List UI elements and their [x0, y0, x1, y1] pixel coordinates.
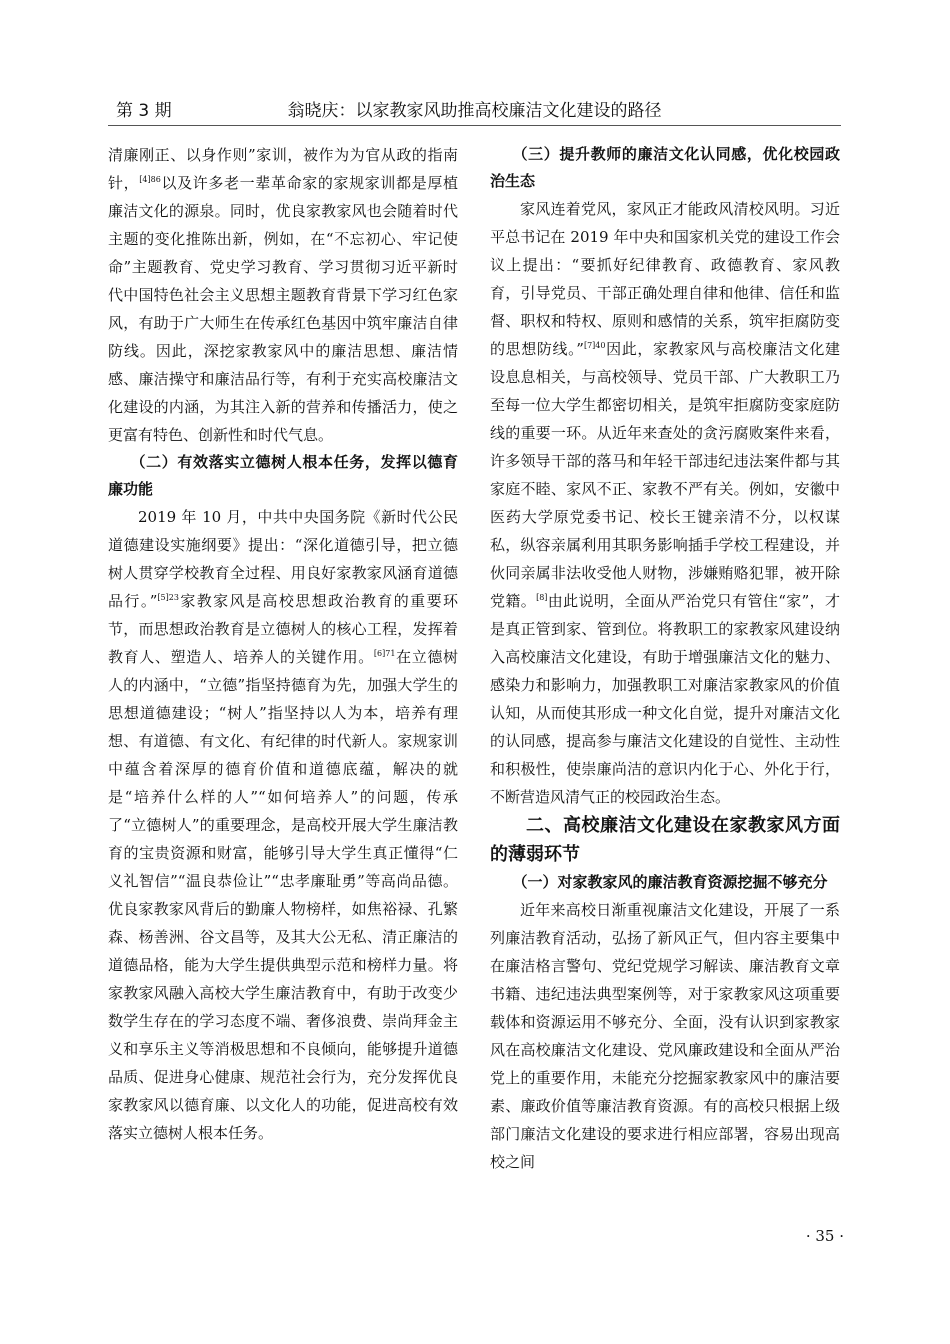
page-number: · 35 · — [805, 1227, 844, 1245]
citation-ref: [4]86 — [139, 175, 161, 184]
citation-ref: [6]71 — [373, 649, 396, 658]
citation-ref: [7]40 — [583, 341, 606, 350]
subsection-heading: （一）对家教家风的廉洁教育资源挖掘不够充分 — [512, 873, 828, 891]
paragraph: 清廉刚正、以身作则”家训，被作为为官从政的指南针，$^{[4]86}$以及许多老一辈革命家的家规家训都是厚植廉洁文化的源泉。同时，优良家教家风也会随着时代主题的变化推陈出新，例如，在“不忘初心、牢记使命”主题教育、党史学习教育、学习贯彻习近平新时代中国特色社会主义思想主题教育背景下学习红色家风，有助于广大师生在传承红色基因中筑牢廉洁自律防线。因此，深挖家教家风中的廉洁思想、廉洁情感、廉洁操守和廉洁品行等，有利于充实高校廉洁文化建设的内涵，为其注入新的营养和传播活力，使之更富有特色、创新性和时代气息。 — [108, 146, 458, 444]
issue-number: 第 3 期 — [116, 101, 172, 121]
right-column — [490, 141, 840, 1176]
citation-ref: [5]23 — [157, 593, 179, 602]
paragraph: 近年来高校日渐重视廉洁文化建设，开展了一系列廉洁教育活动，弘扬了新风正气，但内容主要集中在廉洁格言警句、党纪党规学习解读、廉洁教育文章书籍、违纪违法典型案例等，对于家教家风这项重要载体和资源运用不够充分、全面，没有认识到家教家风在高校廉洁文化建设、党风廉政建设和全面从严治党上的重要作用，未能充分挖掘家教家风中的廉洁要素、廉政价值等廉洁教育资源。有的高校只根据上级部门廉洁文化建设的要求进行相应部署，容易出现高校之间 — [490, 901, 840, 1171]
subsection-heading: （二）有效落实立德树人根本任务，发挥以德育廉功能 — [108, 453, 458, 498]
running-title: 翁晓庆：以家教家风助推高校廉洁文化建设的路径 — [287, 101, 662, 121]
paragraph: 家风连着党风，家风正才能政风清校风明。习近平总书记在 2019 年中央和国家机关党的建设工作会议上提出：“要抓好纪律教育、政德教育、家风教育，引导党员、干部正确处理自律和他律、信任和监督、职权和特权、原则和感情的关系，筑牢拒腐防变的思想防线。”$^{[7]40}$因此，家教家风与高校廉洁文化建设息息相关，与高校领导、党员干部、广大教职工乃至每一位大学生都密切相关，是筑牢拒腐防变家庭防线的重要一环。从近年来查处的贪污腐败案件来看，许多领导干部的落马和年轻干部违纪违法案件都与其家庭不睦、家风不正、家教不严有关。例如，安徽中医药大学原党委书记、校长王键亲清不分，以权谋私，纵容亲属利用其职务影响插手学校工程建设，并伙同亲属非法收受他人财物，涉嫌贿赂犯罪，被开除党籍。[8]由此说明，全面从严治党只有管住“家”，才是真正管到家、管到位。将教职工的家教家风建设纳入高校廉洁文化建设，有助于增强廉洁文化的魅力、感染力和影响力，加强教职工对廉洁家教家风的价值认知，从而使其形成一种文化自觉，提升对廉洁文化的认同感，提高参与廉洁文化建设的自觉性、主动性和积极性，使崇廉尚洁的意识内化于心、外化于行，不断营造风清气正的校园政治生态。 — [490, 200, 840, 806]
running-header — [108, 99, 841, 126]
citation-ref: [8] — [536, 593, 548, 602]
section-heading: 二、高校廉洁文化建设在家教家风方面的薄弱环节 — [490, 815, 840, 865]
paragraph: 2019 年 10 月，中共中央国务院《新时代公民道德建设实施纲要》提出：“深化道德引导，把立德树人贯穿学校教育全过程、用良好家教家风涵育道德品行。”$^{[5]23}$家教家风是高校思想政治教育的重要环节，而思想政治教育是立德树人的核心工程，发挥着教育人、塑造人、培养人的关键作用。$^{[6]71}$在立德树人的内涵中，“立德”指坚持德育为先，加强大学生的思想道德建设；“树人”指坚持以人为本，培养有理想、有道德、有文化、有纪律的时代新人。家规家训中蕴含着深厚的德育价值和道德底蕴，解决的就是“培养什么样的人”“如何培养人”的问题，传承了“立德树人”的重要理念，是高校开展大学生廉洁教育的宝贵资源和财富，能够引导大学生真正懂得“仁义礼智信”“温良恭俭让”“忠孝廉耻勇”等高尚品德。优良家教家风背后的勤廉人物榜样，如焦裕禄、孔繁森、杨善洲、谷文昌等，及其大公无私、清正廉洁的道德品格，能为大学生提供典型示范和榜样力量。将家教家风融入高校大学生廉洁教育中，有助于改变少数学生存在的学习态度不端、奢侈浪费、崇尚拜金主义和享乐主义等消极思想和不良倾向，能够提升道德品质、促进身心健康、规范社会行为，充分发挥优良家教家风以德育廉、以文化人的功能，促进高校有效落实立德树人根本任务。 — [108, 508, 458, 1142]
left-column — [108, 141, 458, 1147]
subsection-heading: （三）提升教师的廉洁文化认同感，优化校园政治生态 — [490, 145, 840, 190]
